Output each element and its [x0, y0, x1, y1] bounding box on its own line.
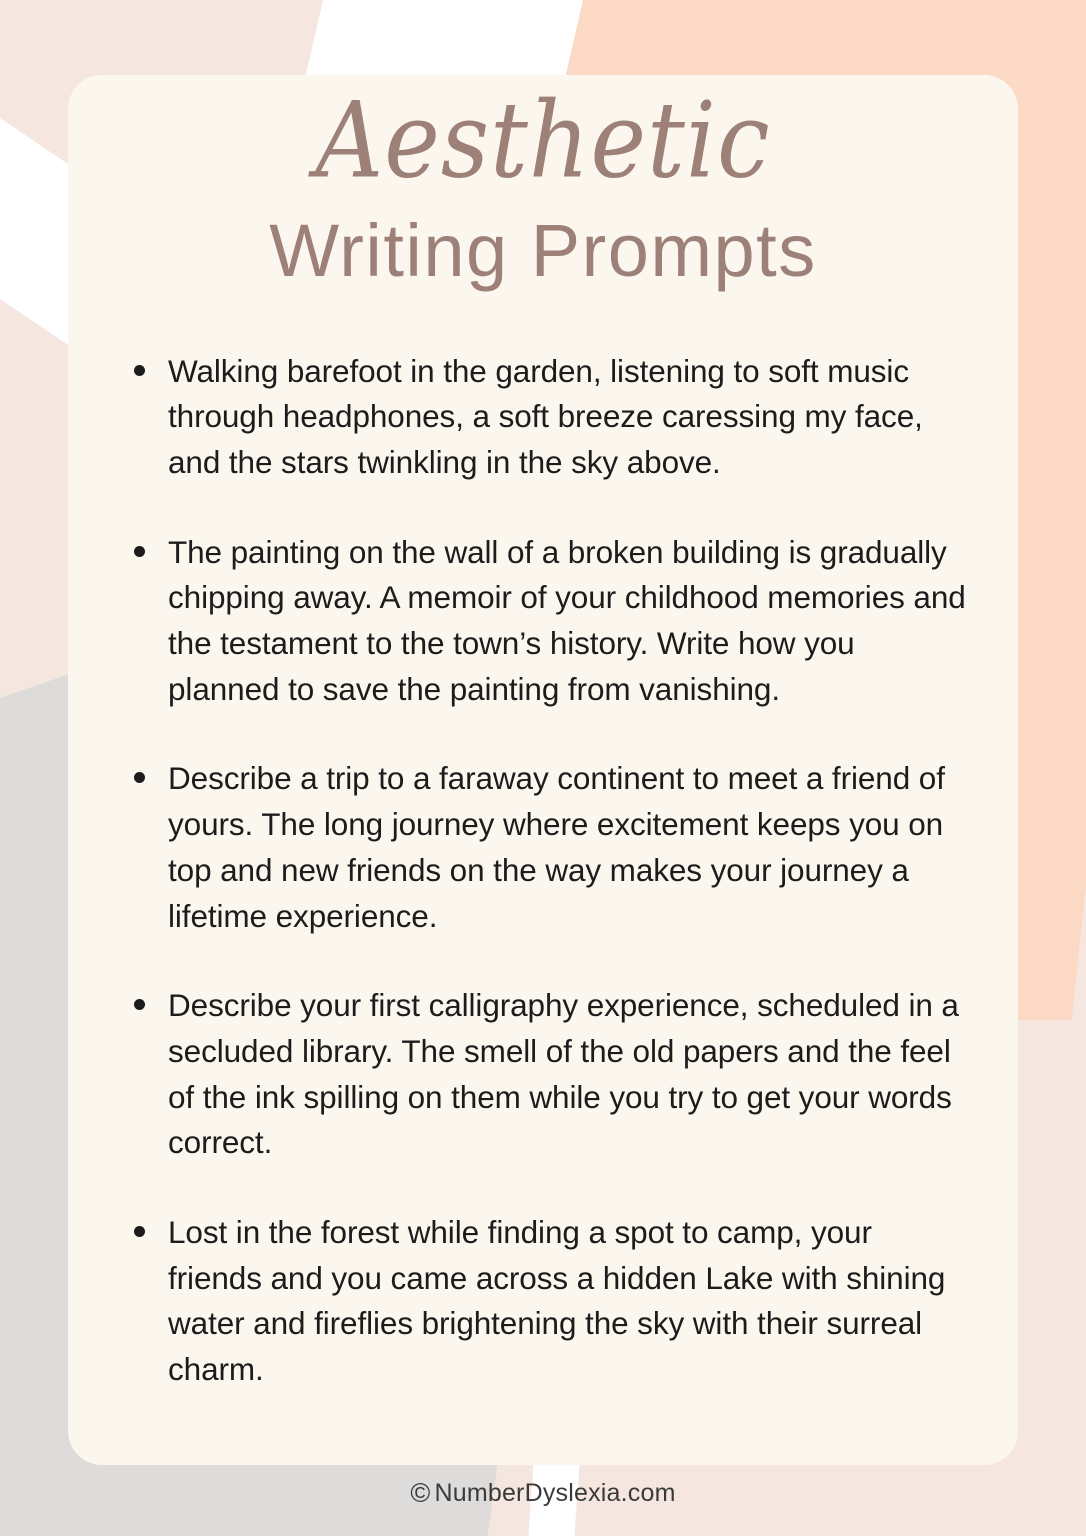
footer-credit — [0, 1478, 1086, 1509]
page-subtitle: Writing Prompts — [269, 208, 817, 292]
bullet-dot-icon — [134, 546, 145, 557]
prompt-text: The painting on the wall of a broken building is gradually chipping away. A memoir of your childhood memories and the testament to the town’s history. Write how you planned to save the painting from vanishing. — [168, 533, 966, 707]
page-title-script: Aesthetic — [315, 80, 771, 203]
list-item — [126, 530, 974, 713]
bullet-dot-icon — [134, 365, 145, 376]
prompt-text: Describe your first calligraphy experience, scheduled in a secluded library. The smell of the old papers and the feel of the ink spilling on them while you try to get your words correct. — [168, 987, 959, 1161]
footer-site-name: NumberDyslexia.com — [434, 1479, 676, 1507]
list-item — [126, 349, 974, 486]
bullet-dot-icon — [134, 772, 145, 783]
list-item — [126, 983, 974, 1166]
copyright-icon: © — [410, 1478, 431, 1508]
title-block — [68, 75, 1018, 293]
prompt-text: Walking barefoot in the garden, listening to soft music through headphones, a soft breeze caressing my face, and the stars twinkling in the sky above. — [168, 352, 923, 481]
list-item — [126, 756, 974, 939]
bullet-dot-icon — [134, 999, 145, 1010]
prompt-list — [68, 293, 1018, 1393]
prompt-text: Lost in the forest while finding a spot to camp, your friends and you came across a hidden Lake with shining water and fireflies brightening the sky with their surreal charm. — [168, 1213, 946, 1387]
bullet-dot-icon — [134, 1226, 145, 1237]
list-item — [126, 1210, 974, 1393]
content-card — [68, 75, 1018, 1465]
prompt-text: Describe a trip to a faraway continent to meet a friend of yours. The long journey where excitement keeps you on top and new friends on the way makes your journey a lifetime experience. — [168, 760, 945, 934]
